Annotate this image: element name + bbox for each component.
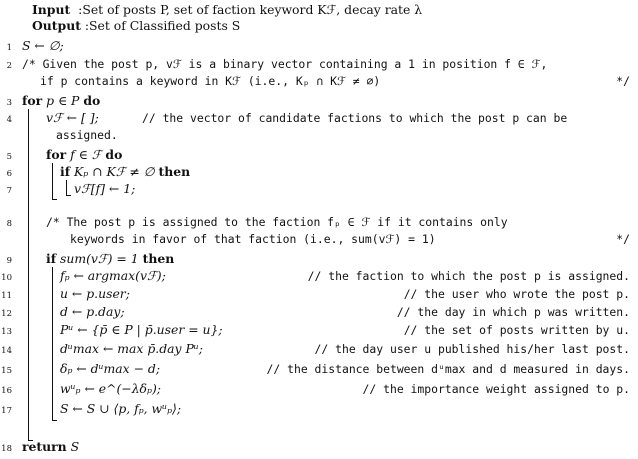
input-text: :Set of posts P, set of faction keyword Kℱ, decay rate λ	[78, 2, 423, 17]
algo-line-13	[0, 321, 638, 339]
for-keyword: for	[46, 147, 67, 162]
line-number: 10	[1, 273, 12, 283]
algo-line-9	[0, 250, 638, 268]
if-condition: sum(vℱ) = 1	[60, 251, 139, 266]
algo-line-3	[0, 92, 638, 110]
block-comment-cont: keywords in favor of that faction (i.e., sum(vℱ) = 1)	[70, 232, 436, 246]
algo-line-8	[0, 213, 638, 231]
loop-condition: f ∈ ℱ	[70, 147, 102, 162]
line-number: 14	[1, 346, 12, 356]
line-code: dᵘmax ← max p̄.day Pᵘ;	[60, 341, 203, 356]
line-code: wᵘₚ ← e^(−λδₚ);	[60, 381, 161, 396]
line-number: 6	[6, 169, 12, 179]
algo-line-2-cont	[0, 72, 638, 90]
input-row	[32, 2, 422, 17]
line-comment: // the day user u published his/her last post.	[314, 342, 630, 356]
line-comment: // the user who wrote the post p.	[403, 287, 630, 301]
line-number: 16	[1, 386, 12, 396]
if-condition: Kₚ ∩ Kℱ ≠ ∅	[74, 164, 155, 179]
line-code: vℱ ← [ ];	[46, 110, 99, 125]
algo-line-18	[0, 438, 638, 456]
line-number: 18	[1, 444, 12, 454]
line-code: S ← S ∪ ⟨p, fₚ, wᵘₚ⟩;	[60, 401, 182, 416]
algo-line-17	[0, 400, 638, 418]
block-comment: /* The post p is assigned to the faction fₚ ∈ ℱ if it contains only	[46, 215, 508, 229]
line-code: vℱ[f] ← 1;	[74, 181, 136, 196]
algo-line-16	[0, 380, 638, 398]
algo-line-4	[0, 109, 638, 127]
algo-line-12	[0, 303, 638, 321]
line-code: fₚ ← argmax(vℱ);	[60, 268, 166, 283]
algo-line-2	[0, 55, 638, 73]
for-keyword: for	[22, 93, 43, 108]
input-label: Input	[32, 2, 71, 17]
if-keyword: if	[46, 251, 57, 266]
comment-end: */	[616, 74, 630, 88]
algo-line-4-cont	[0, 126, 638, 144]
return-value: S	[70, 439, 80, 454]
line-code: S ← ∅;	[22, 38, 64, 53]
algo-line-15	[0, 360, 638, 378]
block-comment: /* Given the post p, vℱ is a binary vector containing a 1 in position f ∈ ℱ,	[22, 57, 548, 71]
algo-line-10	[0, 267, 638, 285]
line-code: u ← p.user;	[60, 286, 130, 301]
algo-line-7	[0, 180, 638, 198]
algo-line-6	[0, 163, 638, 181]
line-number: 3	[6, 98, 12, 108]
comment-end: */	[616, 232, 630, 246]
line-number: 9	[6, 256, 12, 266]
output-text: :Set of Classified posts S	[84, 18, 241, 33]
line-comment: // the importance weight assigned to p.	[362, 382, 630, 396]
line-comment: // the distance between dᵘmax and d measured in days.	[266, 362, 630, 376]
do-keyword: do	[83, 93, 101, 108]
algo-line-1	[0, 37, 638, 55]
line-code: Pᵘ ← {p̄ ∈ P | p̄.user = u};	[60, 322, 223, 337]
line-number: 2	[6, 61, 12, 71]
if-keyword: if	[60, 164, 71, 179]
line-number: 5	[6, 152, 12, 162]
line-number: 7	[6, 186, 12, 196]
do-keyword: do	[105, 147, 123, 162]
algo-line-11	[0, 285, 638, 303]
line-comment: // the faction to which the post p is assigned.	[307, 269, 630, 283]
then-keyword: then	[158, 164, 191, 179]
block-comment-cont: if p contains a keyword in Kℱ (i.e., Kₚ ∩ Kℱ ≠ ∅)	[40, 74, 381, 88]
then-keyword: then	[142, 251, 175, 266]
output-label: Output	[32, 18, 81, 33]
algo-line-14	[0, 340, 638, 358]
line-comment: // the set of posts written by u.	[403, 323, 630, 337]
line-comment: // the day in which p was written.	[396, 305, 630, 319]
algo-line-8-cont	[0, 230, 638, 248]
inner-loop-end	[52, 199, 57, 200]
line-code: d ← p.day;	[60, 304, 125, 319]
loop-condition: p ∈ P	[46, 93, 80, 108]
output-row	[32, 18, 240, 33]
line-number: 13	[1, 327, 12, 337]
if-block-end	[52, 420, 57, 421]
return-keyword: return	[22, 439, 67, 454]
line-number: 8	[6, 219, 12, 229]
line-number: 4	[6, 115, 12, 125]
line-number: 17	[1, 406, 12, 416]
line-number: 11	[1, 291, 12, 301]
line-comment-cont: assigned.	[56, 128, 118, 142]
line-code: δₚ ← dᵘmax − d;	[60, 361, 161, 376]
line-number: 15	[1, 366, 12, 376]
algo-line-5	[0, 146, 638, 164]
line-comment: // the vector of candidate factions to which the post p can be	[142, 111, 568, 125]
line-number: 1	[6, 43, 12, 53]
line-number: 12	[1, 309, 12, 319]
